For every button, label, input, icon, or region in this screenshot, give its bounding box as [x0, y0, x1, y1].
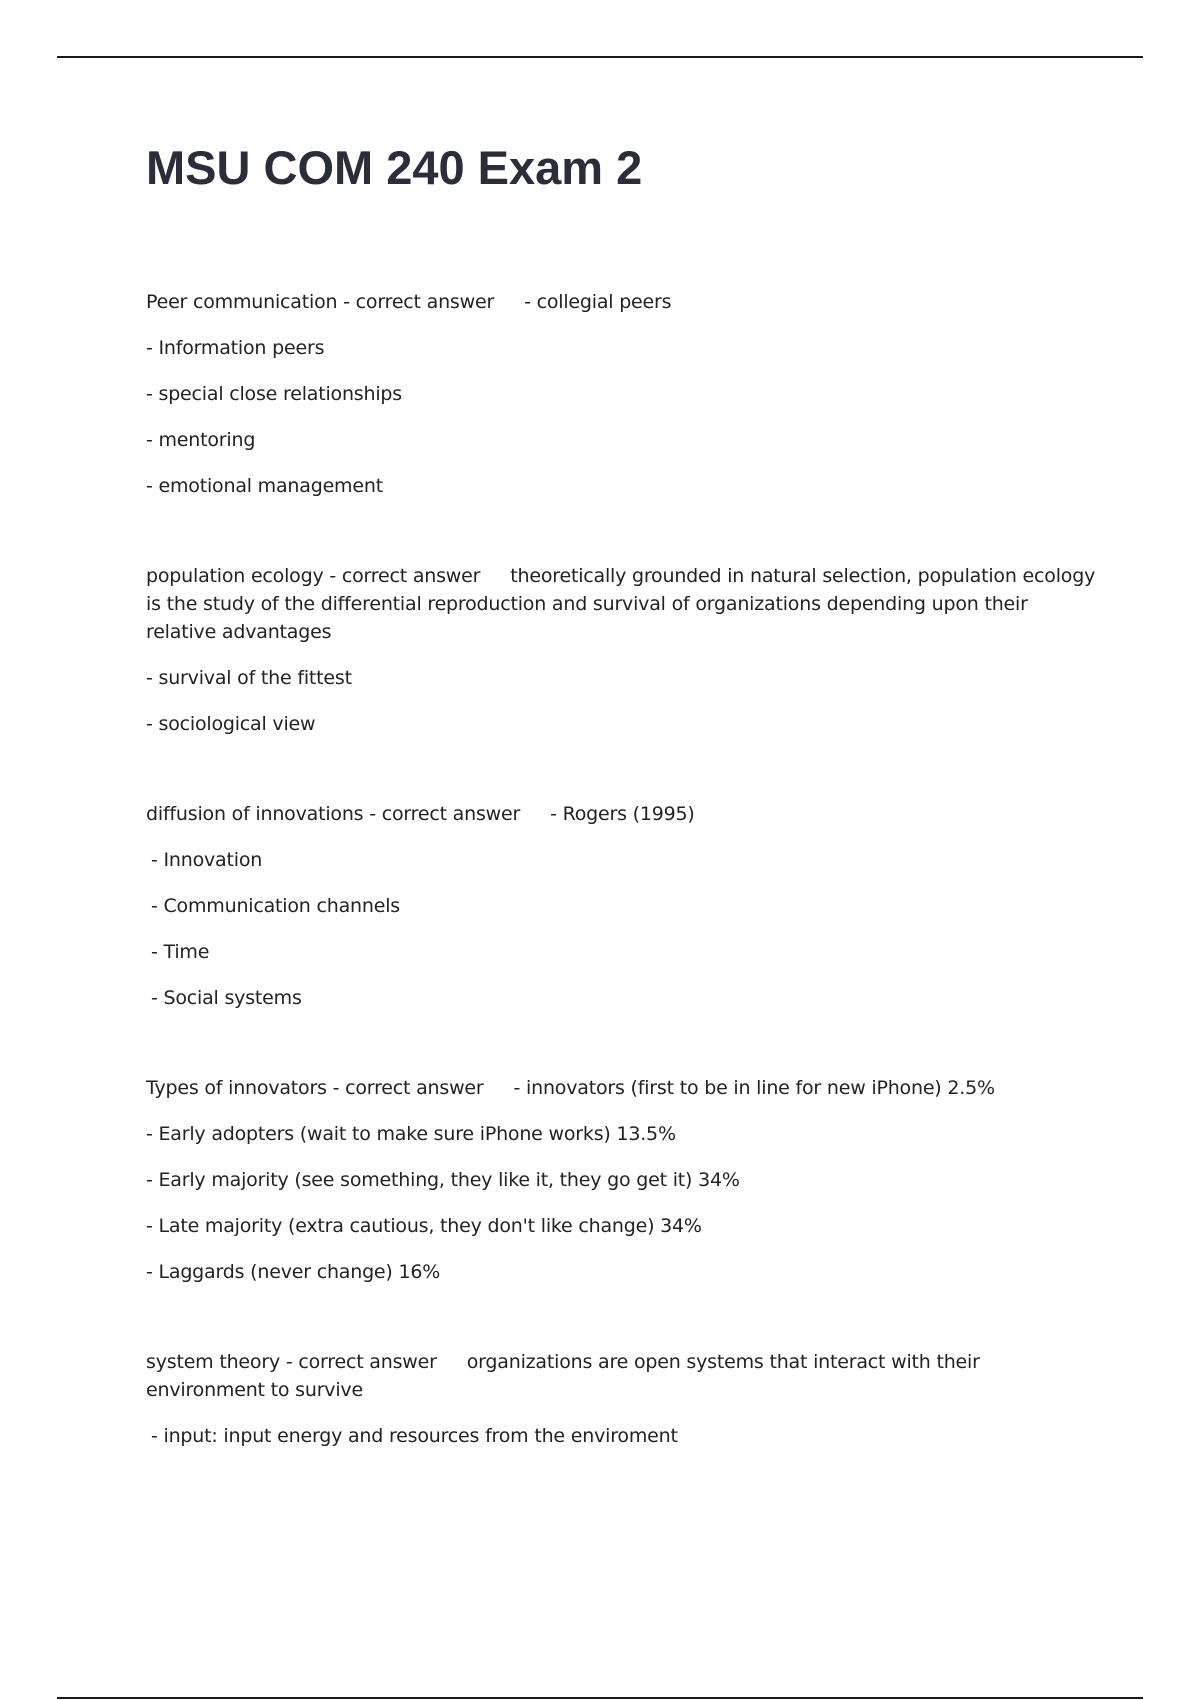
qa-prompt-line	[146, 1348, 1096, 1404]
qa-card-peer-communication	[146, 288, 1096, 500]
top-rule	[57, 56, 1143, 58]
document-body	[146, 288, 1096, 1512]
question-text: diffusion of innovations - correct answer	[146, 803, 521, 825]
qa-card-system-theory	[146, 1348, 1096, 1450]
list-item: - Information peers	[146, 337, 325, 359]
page-title: MSU COM 240 Exam 2	[146, 141, 643, 194]
list-item: - Laggards (never change) 16%	[146, 1261, 441, 1283]
list-item: - special close relationships	[146, 383, 402, 405]
list-item: - Time	[151, 941, 210, 963]
qa-card-types-of-innovators	[146, 1074, 1096, 1286]
list-item: - sociological view	[146, 713, 316, 735]
question-text: Types of innovators - correct answer	[146, 1077, 484, 1099]
list-item: - Communication channels	[151, 895, 400, 917]
list-item: - Innovation	[151, 849, 263, 871]
question-text: population ecology - correct answer	[146, 565, 481, 587]
qa-prompt-line	[146, 562, 1096, 646]
qa-prompt-line	[146, 288, 1096, 316]
answer-text: - innovators (first to be in line for new iPhone) 2.5%	[513, 1077, 995, 1099]
answer-text: - collegial peers	[524, 291, 672, 313]
list-item: - survival of the fittest	[146, 667, 352, 689]
list-item: - Early majority (see something, they like it, they go get it) 34%	[146, 1169, 740, 1191]
question-text: Peer communication - correct answer	[146, 291, 495, 313]
list-item: - emotional management	[146, 475, 383, 497]
answer-text: - Rogers (1995)	[550, 803, 695, 825]
list-item: - input: input energy and resources from the enviroment	[151, 1425, 678, 1447]
bottom-rule	[57, 1697, 1143, 1699]
list-item: - Early adopters (wait to make sure iPhone works) 13.5%	[146, 1123, 676, 1145]
question-text: system theory - correct answer	[146, 1351, 437, 1373]
answer-text: theoretically grounded in natural selection, population ecology is the study of the differential reproduction and survival of organizations depending upon their relative advantages	[146, 565, 1096, 643]
list-item: - Late majority (extra cautious, they don't like change) 34%	[146, 1215, 702, 1237]
answer-text: organizations are open systems that interact with their environment to survive	[146, 1351, 980, 1401]
qa-prompt-line	[146, 800, 1096, 828]
qa-card-population-ecology	[146, 562, 1096, 738]
qa-card-diffusion-of-innovations	[146, 800, 1096, 1012]
list-item: - Social systems	[151, 987, 302, 1009]
qa-prompt-line	[146, 1074, 1096, 1102]
list-item: - mentoring	[146, 429, 256, 451]
